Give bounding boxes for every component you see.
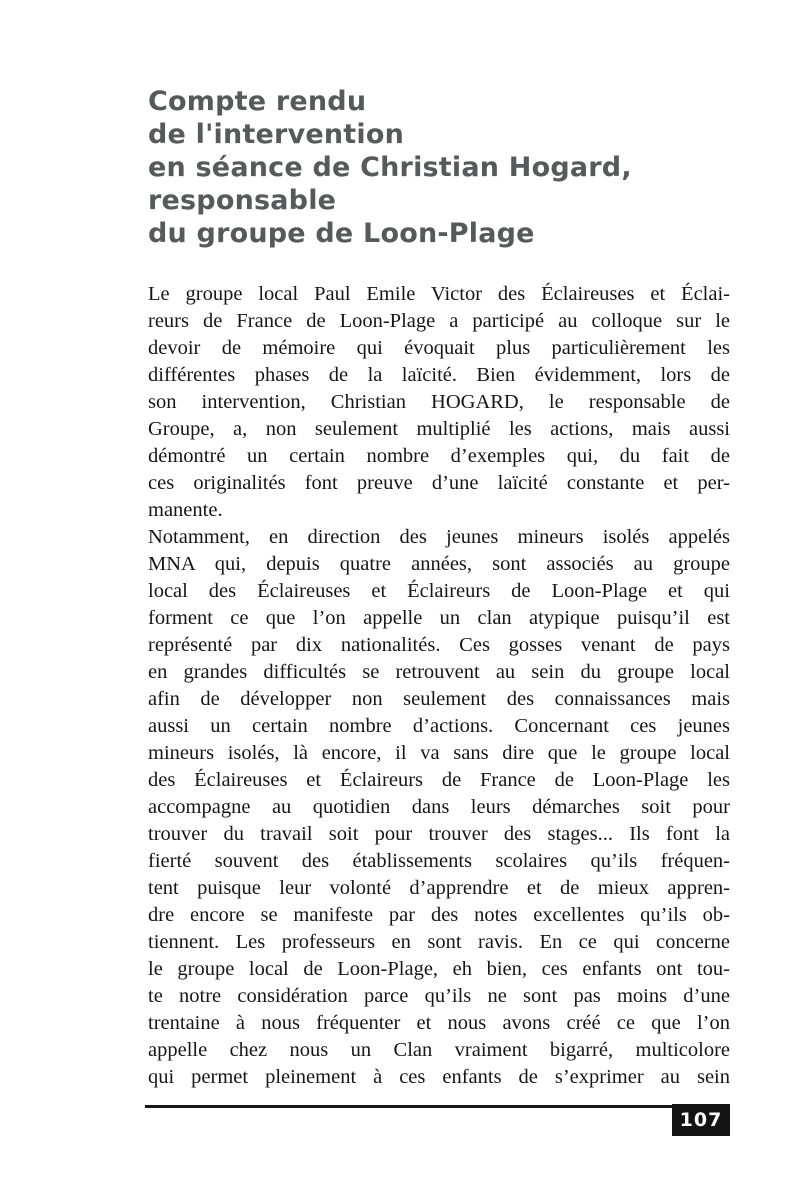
body-line: fierté souvent des établissements scolaires qu’ils fréquen- bbox=[148, 850, 730, 872]
body-line: dre encore se manifeste par des notes excellentes qu’ils ob- bbox=[148, 904, 730, 926]
body-line: afin de développer non seulement des connaissances mais bbox=[148, 688, 730, 710]
body-line: différentes phases de la laïcité. Bien évidemment, lors de bbox=[148, 364, 730, 386]
body-line: reurs de France de Loon-Plage a participé au colloque sur le bbox=[148, 310, 730, 332]
body-line: des Éclaireuses et Éclaireurs de France de Loon-Plage les bbox=[148, 769, 730, 791]
body-line: devoir de mémoire qui évoquait plus particulièrement les bbox=[148, 337, 730, 359]
body-line: aussi un certain nombre d’actions. Concernant ces jeunes bbox=[148, 715, 730, 737]
page-number-badge: 107 bbox=[672, 1104, 730, 1136]
body-line: trouver du travail soit pour trouver des stages... Ils font la bbox=[148, 823, 730, 845]
body-line: démontré un certain nombre d’exemples qui, du fait de bbox=[148, 445, 730, 467]
chapter-title bbox=[148, 85, 748, 250]
body-line: Groupe, a, non seulement multiplié les actions, mais aussi bbox=[148, 418, 730, 440]
footer-rule bbox=[145, 1105, 673, 1108]
body-line: MNA qui, depuis quatre années, sont associés au groupe bbox=[148, 553, 730, 575]
title-line: responsable bbox=[148, 185, 337, 216]
body-line: ces originalités font preuve d’une laïcité constante et per- bbox=[148, 472, 730, 494]
body-line: accompagne au quotidien dans leurs démarches soit pour bbox=[148, 796, 730, 818]
body-line: appelle chez nous un Clan vraiment bigarré, multicolore bbox=[148, 1039, 730, 1061]
title-line: de l'intervention bbox=[148, 119, 405, 150]
body-line: trentaine à nous fréquenter et nous avons créé ce que l’on bbox=[148, 1012, 730, 1034]
body-line: tent puisque leur volonté d’apprendre et de mieux appren- bbox=[148, 877, 730, 899]
body-line: en grandes difficultés se retrouvent au sein du groupe local bbox=[148, 661, 730, 683]
body-text bbox=[148, 281, 730, 1091]
body-line: qui permet pleinement à ces enfants de s’exprimer au sein bbox=[148, 1066, 730, 1088]
body-line: Notamment, en direction des jeunes mineurs isolés appelés bbox=[148, 526, 730, 548]
body-line: te notre considération parce qu’ils ne sont pas moins d’une bbox=[148, 985, 730, 1007]
title-line: en séance de Christian Hogard, bbox=[148, 152, 632, 183]
body-line: tiennent. Les professeurs en sont ravis. En ce qui concerne bbox=[148, 931, 730, 953]
body-line: le groupe local de Loon-Plage, eh bien, ces enfants ont tou- bbox=[148, 958, 730, 980]
body-line: mineurs isolés, là encore, il va sans dire que le groupe local bbox=[148, 742, 730, 764]
body-line: manente. bbox=[148, 499, 223, 521]
body-line: son intervention, Christian HOGARD, le responsable de bbox=[148, 391, 730, 413]
body-line: local des Éclaireuses et Éclaireurs de Loon-Plage et qui bbox=[148, 580, 730, 602]
title-line: du groupe de Loon-Plage bbox=[148, 218, 535, 249]
body-line: représenté par dix nationalités. Ces gosses venant de pays bbox=[148, 634, 730, 656]
body-line: Le groupe local Paul Emile Victor des Éclaireuses et Éclai- bbox=[148, 283, 730, 305]
title-line: Compte rendu bbox=[148, 86, 367, 117]
body-line: forment ce que l’on appelle un clan atypique puisqu’il est bbox=[148, 607, 730, 629]
